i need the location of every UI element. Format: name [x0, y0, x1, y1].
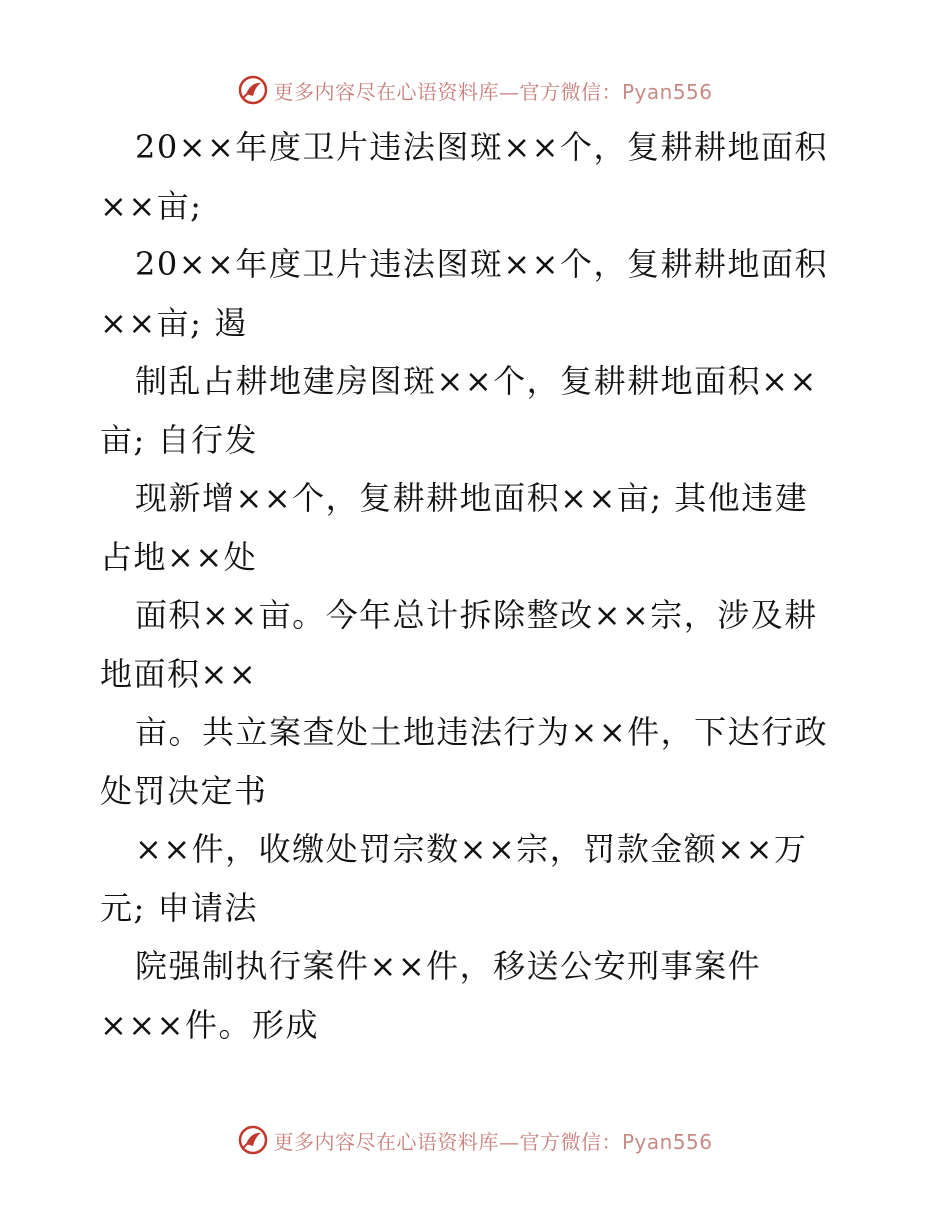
header-brand: 更多内容尽在心语资料库 [273, 79, 499, 104]
footer-wechat-label: 官方微信： [519, 1129, 622, 1154]
footer-wechat-id: Pyan556 [621, 1129, 713, 1154]
footer-text [273, 1126, 712, 1155]
body-line: 制乱占耕地建房图斑××个，复耕耕地面积×× [135, 362, 818, 400]
body-line: 亩; 自行发 [100, 420, 258, 459]
header-wechat-label: 官方微信： [519, 79, 622, 104]
body-line: 20××年度卫片违法图斑××个，复耕耕地面积 [135, 128, 828, 166]
header-banner [0, 70, 950, 110]
footer-brand: 更多内容尽在心语资料库 [273, 1129, 499, 1154]
header-text [273, 76, 712, 105]
body-line: 地面积×× [100, 654, 258, 693]
footer-separator: — [498, 1129, 520, 1154]
body-line: 元; 申请法 [100, 888, 258, 927]
body-line: ××亩; 遏 [100, 303, 248, 342]
brand-logo-icon [237, 1124, 269, 1156]
header-separator: — [498, 79, 520, 104]
body-line: ××件，收缴处罚宗数××宗，罚款金额××万 [135, 830, 808, 868]
brand-logo-icon [237, 74, 269, 106]
body-line: ××亩; [100, 186, 203, 225]
body-line: 占地××处 [100, 537, 258, 576]
body-line: 处罚决定书 [100, 771, 268, 810]
footer-banner [0, 1120, 950, 1160]
document-body [100, 118, 860, 1054]
body-line: 面积××亩。今年总计拆除整改××宗，涉及耕 [135, 596, 818, 634]
body-line: 20××年度卫片违法图斑××个，复耕耕地面积 [135, 245, 828, 283]
header-wechat-id: Pyan556 [621, 79, 713, 104]
body-line: 院强制执行案件××件，移送公安刑事案件 [135, 947, 762, 985]
body-line: 现新增××个，复耕耕地面积××亩; 其他违建 [135, 479, 809, 517]
body-line: 亩。共立案查处土地违法行为××件，下达行政 [135, 713, 829, 751]
body-line: ×××件。形成 [100, 1005, 319, 1044]
